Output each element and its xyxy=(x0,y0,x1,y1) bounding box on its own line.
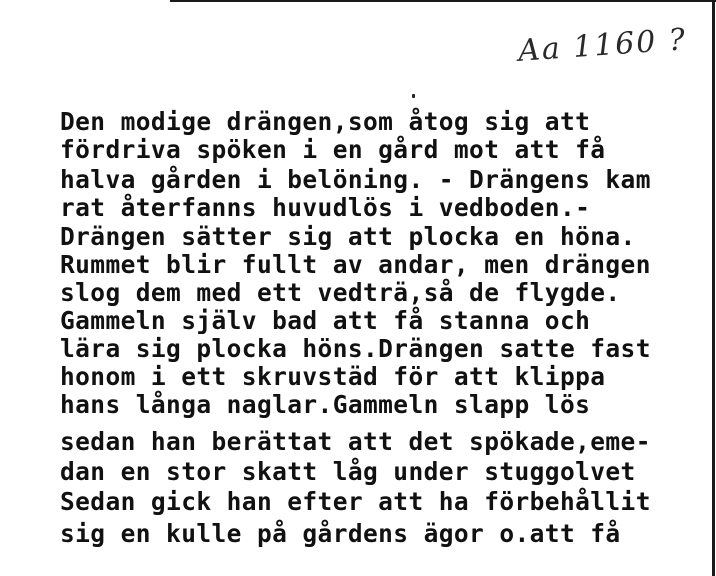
text-line-10: honom i ett skruvstäd för att klippa xyxy=(60,362,606,391)
text-line-12: sedan han berättat att det spökade,eme- xyxy=(60,427,651,456)
text-line-4: rat återfanns huvudlös i vedboden.- xyxy=(60,193,591,222)
text-line-15: sig en kulle på gårdens ägor o.att få xyxy=(60,519,621,548)
text-line-11: hans långa naglar.Gammeln slapp lös xyxy=(60,390,591,419)
text-line-3: halva gården i belöning. - Drängens kam xyxy=(60,165,651,194)
text-line-2: fördriva spöken i en gård mot att få xyxy=(60,135,606,164)
text-line-6: Rummet blir fullt av andar, men drängen xyxy=(60,250,651,279)
text-line-14: Sedan gick han efter att ha förbehållit xyxy=(60,487,651,516)
text-line-13: dan en stor skatt låg under stuggolvet xyxy=(60,457,636,486)
text-line-9: lära sig plocka höns.Drängen satte fast xyxy=(60,334,651,363)
text-line-8: Gammeln själv bad att få stanna och xyxy=(60,306,591,335)
text-line-1: Den modige drängen,som åtog sig att xyxy=(60,107,591,136)
text-line-5: Drängen sätter sig att plocka en höna. xyxy=(60,222,636,251)
handwritten-catalog-number: Aa 1160 ? xyxy=(516,22,689,69)
text-line-7: slog dem med ett vedträ,så de flygde. xyxy=(60,278,621,307)
